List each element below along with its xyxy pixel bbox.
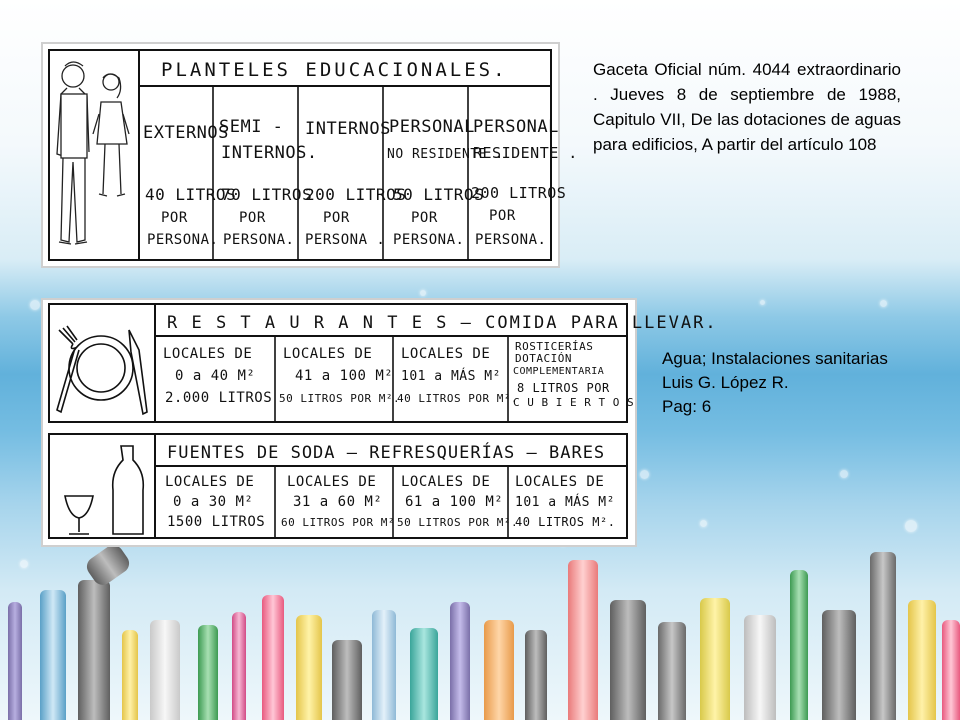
planteles-col-value: 50 LITROS [393, 185, 485, 204]
planteles-col-unit: PERSONA. [147, 232, 219, 248]
water-bubble [700, 520, 707, 527]
students-illustration-icon [57, 62, 129, 244]
restaurantes-cell-line: COMPLEMENTARIA [513, 366, 605, 377]
gaceta-citation: Gaceta Oficial núm. 4044 extraordinario . Jueves 8 de septiembre de 1988, Capitulo VII, De las dotaciones de aguas para edificios, A partir del artículo 108 [593, 60, 901, 154]
author-name: Luis G. López R. [662, 373, 789, 392]
planteles-col-value: 70 LITROS [221, 185, 313, 204]
pipe [744, 615, 776, 720]
pipe [296, 615, 322, 720]
planteles-col-head: RESIDENTE . [473, 144, 578, 162]
restaurantes-cell-rosticerias [513, 340, 634, 409]
planteles-col-head: NO RESIDENTE . [387, 147, 504, 162]
water-bubble [905, 520, 917, 532]
planteles-col-unit: POR [323, 210, 350, 226]
planteles-col-head: PERSONAL [389, 117, 475, 137]
restaurantes-cell-line: 50 LITROS POR M². [279, 392, 401, 405]
water-bubble [880, 300, 887, 307]
restaurantes-cell-line: 8 LITROS POR [517, 381, 610, 395]
water-bubble [420, 290, 426, 296]
fuentes-cell-line: 61 a 100 M² [405, 494, 504, 510]
planteles-table [43, 44, 578, 266]
pipe [870, 552, 896, 720]
restaurantes-title: R E S T A U R A N T E S – COMIDA PARA LLEVAR. [167, 313, 718, 333]
water-bubble [840, 470, 848, 478]
pipe [658, 622, 686, 720]
pipe [484, 620, 514, 720]
planteles-col-unit: PERSONA. [475, 232, 547, 248]
pipe [198, 625, 218, 720]
fuentes-cell-line: LOCALES DE [165, 474, 255, 490]
pipe [908, 600, 936, 720]
pipe [822, 610, 856, 720]
pipe [150, 620, 180, 720]
restaurantes-cell-line: DOTACIÓN [515, 352, 572, 365]
pipe [450, 602, 470, 720]
book-title: Agua; Instalaciones sanitarias [662, 349, 888, 368]
restaurantes-cell-line: ROSTICERÍAS [515, 340, 594, 353]
fuentes-cell-line: LOCALES DE [401, 474, 491, 490]
restaurantes-cell-line: 2.000 LITROS [165, 390, 273, 406]
planteles-col-unit: PERSONA . [305, 232, 386, 248]
restaurantes-cell-line: LOCALES DE [401, 346, 491, 362]
planteles-col-semi-internos [219, 117, 318, 248]
planteles-col-unit: POR [161, 210, 188, 226]
planteles-col-value: 200 LITROS [471, 184, 567, 202]
restaurantes-cell-line: LOCALES DE [283, 346, 373, 362]
restaurantes-cell-0-40 [163, 346, 272, 406]
pipe [8, 602, 22, 720]
pipe [262, 595, 284, 720]
fuentes-cell-line: 50 LITROS POR M². [397, 516, 519, 529]
fuentes-cell-line: LOCALES DE [515, 474, 605, 490]
pipe [525, 630, 547, 720]
water-bubble [20, 560, 28, 568]
restaurantes-cell-101-mas [397, 346, 518, 405]
pipe [332, 640, 362, 720]
pipe [40, 590, 66, 720]
fuentes-cell-line: 101 a MÁS M² [515, 495, 615, 510]
pipe [790, 570, 808, 720]
page-number: Pag: 6 [662, 397, 712, 416]
pipe [122, 630, 138, 720]
author-info [662, 347, 952, 419]
water-bubble [640, 470, 649, 479]
fuentes-cell-line: 60 LITROS POR M² [281, 516, 395, 529]
planteles-col-unit: PERSONA. [393, 232, 465, 248]
pipe [568, 560, 598, 720]
fuentes-cell-line: 1500 LITROS [167, 514, 266, 530]
fuentes-cell-31-60 [281, 474, 395, 529]
planteles-col-value: 40 LITROS [145, 185, 237, 204]
planteles-col-head: INTERNOS. [221, 143, 318, 163]
planteles-panel [41, 42, 578, 268]
fuentes-cell-line: LOCALES DE [287, 474, 377, 490]
fuentes-cell-61-100 [397, 474, 518, 529]
water-bubble [760, 300, 765, 305]
glass-bottle-icon [65, 446, 143, 534]
fuentes-cell-line: 0 a 30 M² [173, 494, 254, 510]
restaurantes-cell-line: C U B I E R T O S [513, 396, 635, 409]
planteles-col-internos [305, 119, 406, 248]
pipe [232, 612, 246, 720]
pipe [410, 628, 438, 720]
planteles-col-unit: POR [239, 210, 266, 226]
fuentes-cell-line: 40 LITROS M². [515, 515, 616, 529]
planteles-col-head: INTERNOS [305, 119, 391, 139]
planteles-col-head: SEMI - [219, 117, 284, 137]
restaurantes-cell-line: 0 a 40 M² [175, 368, 256, 384]
restaurantes-cell-line: 101 a MÁS M² [401, 369, 501, 384]
pipe [942, 620, 960, 720]
pipe [610, 600, 646, 720]
water-bubble [30, 300, 40, 310]
planteles-col-value: 200 LITROS [305, 185, 407, 204]
fuentes-cell-0-30 [165, 474, 265, 530]
restaurantes-cell-line: 41 a 100 M² [295, 368, 394, 384]
planteles-col-personal-residente [471, 117, 578, 248]
planteles-title: PLANTELES EDUCACIONALES. [161, 59, 508, 81]
planteles-col-unit: POR [489, 208, 516, 224]
plate-fork-knife-icon [57, 326, 147, 414]
restaurantes-cell-line: LOCALES DE [163, 346, 253, 362]
fuentes-cell-line: 31 a 60 M² [293, 494, 383, 510]
planteles-col-unit: PERSONA. [223, 232, 295, 248]
restaurantes-cell-line: 40 LITROS POR M². [397, 392, 519, 405]
planteles-col-head: EXTERNOS [143, 123, 229, 143]
pipe [372, 610, 396, 720]
pipe [700, 598, 730, 720]
planteles-col-head: PERSONAL [473, 117, 559, 137]
fuentes-title: FUENTES DE SODA – REFRESQUERÍAS – BARES [167, 443, 606, 463]
fuentes-cell-101-mas [515, 474, 615, 529]
pipe [78, 580, 110, 720]
restaurantes-cell-41-100 [279, 346, 400, 405]
planteles-col-unit: POR [411, 210, 438, 226]
